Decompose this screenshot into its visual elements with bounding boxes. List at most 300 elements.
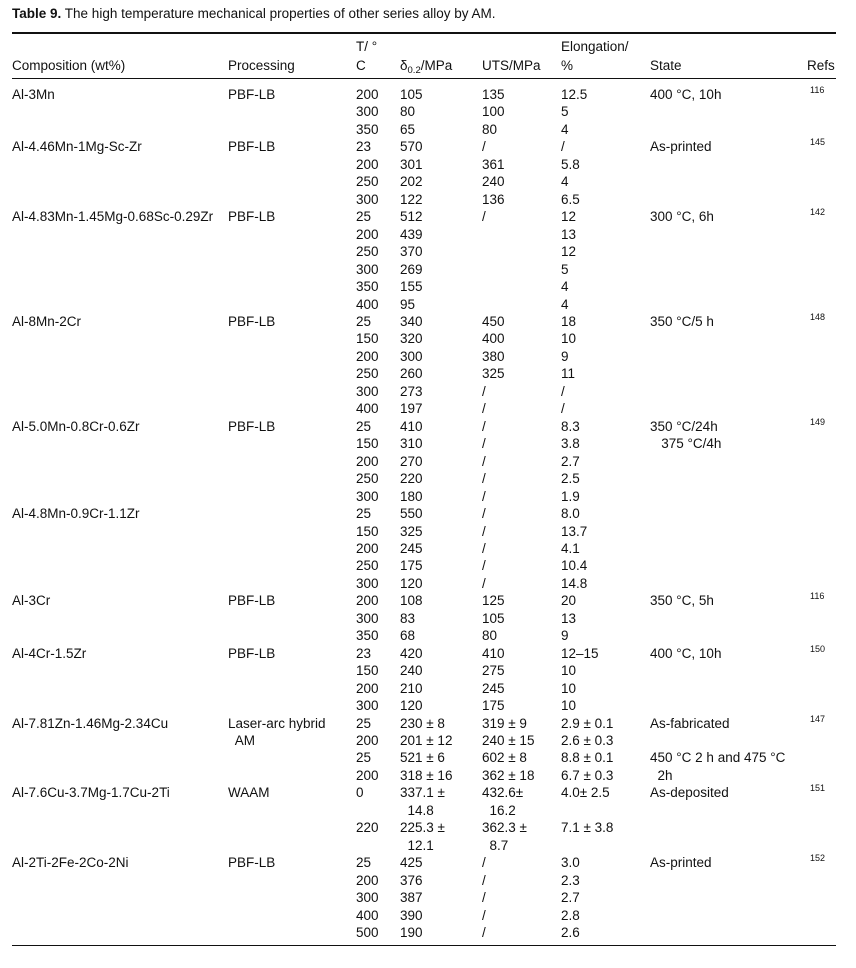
cell-state: 300 °C, 6h <box>650 209 714 225</box>
cell-yield-strength: 550 <box>400 506 423 522</box>
cell-yield-strength: 521 ± 6 <box>400 750 445 766</box>
cell-uts: / <box>482 383 486 399</box>
cell-temperature: 400 <box>356 296 379 312</box>
cell-ref: 151 <box>810 783 826 794</box>
cell-elongation: 4 <box>561 296 569 312</box>
cell-elongation: 6.7 ± 0.3 <box>561 767 614 783</box>
cell-yield-strength: 273 <box>400 383 423 399</box>
cell-elongation: 8.8 ± 0.1 <box>561 750 614 766</box>
cell-yield-strength: 390 <box>400 907 423 923</box>
table-row <box>0 400 856 418</box>
cell-elongation: 12 <box>561 209 577 225</box>
cell-uts: / <box>482 925 486 941</box>
header-state: State <box>650 58 682 73</box>
cell-elongation: 2.7 <box>561 453 580 469</box>
cell-temperature: 250 <box>356 366 379 382</box>
table-row <box>0 802 856 820</box>
cell-processing: WAAM <box>228 785 270 801</box>
cell-uts: 319 ± 9 <box>482 715 527 731</box>
cell-temperature: 23 <box>356 139 372 155</box>
cell-composition: Al-7.6Cu-3.7Mg-1.7Cu-2Ti <box>12 785 170 801</box>
table-row <box>0 523 856 541</box>
cell-uts: 410 <box>482 645 505 661</box>
table-row <box>0 592 856 610</box>
cell-elongation: 6.5 <box>561 191 580 207</box>
cell-uts: 136 <box>482 191 505 207</box>
cell-yield-strength: 269 <box>400 261 423 277</box>
cell-uts: / <box>482 890 486 906</box>
cell-elongation: 5.8 <box>561 156 580 172</box>
cell-uts: / <box>482 558 486 574</box>
cell-ref: 147 <box>810 713 826 724</box>
cell-state: 375 °C/4h <box>650 436 722 452</box>
cell-uts: 8.7 <box>482 837 509 853</box>
table-row <box>0 418 856 436</box>
cell-elongation: 4.0± 2.5 <box>561 785 610 801</box>
table-row <box>0 296 856 314</box>
cell-state: 450 °C 2 h and 475 °C <box>650 750 786 766</box>
cell-ref: 148 <box>810 311 826 322</box>
cell-yield-strength: 14.8 <box>400 802 434 818</box>
cell-yield-strength: 120 <box>400 575 423 591</box>
cell-yield-strength: 80 <box>400 104 416 120</box>
table-row <box>0 383 856 401</box>
table-row <box>0 330 856 348</box>
cell-state: As-printed <box>650 139 712 155</box>
cell-uts: 362.3 ± <box>482 820 527 836</box>
cell-yield-strength: 245 <box>400 540 423 556</box>
table-row <box>0 767 856 785</box>
header-uts: UTS/MPa <box>482 58 541 73</box>
table-row <box>0 627 856 645</box>
cell-ref: 116 <box>810 591 825 602</box>
cell-yield-strength: 220 <box>400 471 423 487</box>
cell-yield-strength: 310 <box>400 436 423 452</box>
table-row <box>0 819 856 837</box>
cell-temperature: 25 <box>356 750 372 766</box>
cell-elongation: 5 <box>561 261 569 277</box>
yield-subscript: 0.2 <box>407 65 421 76</box>
cell-temperature: 200 <box>356 348 379 364</box>
cell-temperature: 300 <box>356 191 379 207</box>
cell-uts: / <box>482 575 486 591</box>
cell-temperature: 150 <box>356 523 379 539</box>
cell-uts: 80 <box>482 121 498 137</box>
cell-processing: PBF-LB <box>228 313 276 329</box>
cell-uts: / <box>482 418 486 434</box>
cell-uts: / <box>482 209 486 225</box>
cell-uts: 362 ± 18 <box>482 767 535 783</box>
cell-temperature: 500 <box>356 925 379 941</box>
table-row <box>0 837 856 855</box>
cell-uts: 100 <box>482 104 505 120</box>
table-row <box>0 365 856 383</box>
header-elongation-line1: Elongation/ <box>561 39 629 54</box>
cell-yield-strength: 12.1 <box>400 837 434 853</box>
cell-temperature: 0 <box>356 785 364 801</box>
cell-uts: 432.6± <box>482 785 524 801</box>
cell-elongation: 10 <box>561 331 577 347</box>
cell-elongation: 12 <box>561 244 577 260</box>
cell-state: 350 °C/24h <box>650 418 718 434</box>
cell-elongation: 13.7 <box>561 523 588 539</box>
table-row <box>0 208 856 226</box>
cell-uts: 400 <box>482 331 505 347</box>
cell-elongation: 10 <box>561 680 577 696</box>
cell-elongation: 2.8 <box>561 907 580 923</box>
cell-elongation: 13 <box>561 610 577 626</box>
cell-uts: / <box>482 540 486 556</box>
cell-yield-strength: 180 <box>400 488 423 504</box>
cell-elongation: 14.8 <box>561 575 588 591</box>
cell-state: 2h <box>650 767 673 783</box>
cell-uts: 80 <box>482 628 498 644</box>
table-row <box>0 470 856 488</box>
cell-state: As-fabricated <box>650 715 730 731</box>
cell-state: As-deposited <box>650 785 729 801</box>
cell-uts: 602 ± 8 <box>482 750 527 766</box>
cell-yield-strength: 420 <box>400 645 423 661</box>
table-row <box>0 784 856 802</box>
cell-temperature: 200 <box>356 733 379 749</box>
table-row <box>0 924 856 942</box>
cell-uts: / <box>482 453 486 469</box>
cell-temperature: 250 <box>356 471 379 487</box>
cell-processing: AM <box>228 733 256 749</box>
cell-elongation: 4.1 <box>561 540 580 556</box>
cell-yield-strength: 340 <box>400 313 423 329</box>
header-processing: Processing <box>228 58 295 73</box>
table-row <box>0 86 856 104</box>
table-row <box>0 680 856 698</box>
cell-temperature: 25 <box>356 855 372 871</box>
cell-processing: PBF-LB <box>228 87 276 102</box>
cell-uts: 361 <box>482 156 505 172</box>
table-row <box>0 715 856 733</box>
table-row <box>0 732 856 750</box>
cell-yield-strength: 83 <box>400 610 416 626</box>
cell-ref: 142 <box>810 207 826 218</box>
cell-yield-strength: 387 <box>400 890 423 906</box>
cell-temperature: 150 <box>356 663 379 679</box>
table-row <box>0 872 856 890</box>
table-row <box>0 191 856 209</box>
cell-uts: 325 <box>482 366 505 382</box>
table-row <box>0 226 856 244</box>
header-composition: Composition (wt%) <box>12 58 126 73</box>
cell-uts: / <box>482 506 486 522</box>
cell-elongation: 12.5 <box>561 87 588 102</box>
cell-temperature: 350 <box>356 121 379 137</box>
table-row <box>0 749 856 767</box>
cell-uts: 125 <box>482 593 505 609</box>
header-rule <box>12 78 836 79</box>
table-label: Table 9. <box>12 6 62 21</box>
cell-elongation: 20 <box>561 593 577 609</box>
cell-uts: 380 <box>482 348 505 364</box>
cell-yield-strength: 210 <box>400 680 423 696</box>
cell-processing: PBF-LB <box>228 139 276 155</box>
cell-elongation: 4 <box>561 174 569 190</box>
cell-processing: Laser-arc hybrid <box>228 715 326 731</box>
table-row <box>0 557 856 575</box>
cell-yield-strength: 155 <box>400 279 423 295</box>
cell-temperature: 300 <box>356 261 379 277</box>
cell-state: 400 °C, 10h <box>650 87 722 102</box>
header-yield-strength <box>400 57 452 79</box>
cell-state: 400 °C, 10h <box>650 645 722 661</box>
cell-temperature: 250 <box>356 174 379 190</box>
cell-yield-strength: 108 <box>400 593 423 609</box>
cell-ref: 145 <box>810 137 826 148</box>
table-row <box>0 854 856 872</box>
cell-composition: Al-3Cr <box>12 593 51 609</box>
cell-temperature: 25 <box>356 313 372 329</box>
cell-processing: PBF-LB <box>228 593 276 609</box>
table-row <box>0 697 856 715</box>
cell-processing: PBF-LB <box>228 645 276 661</box>
cell-yield-strength: 95 <box>400 296 416 312</box>
table-row <box>0 261 856 279</box>
cell-yield-strength: 202 <box>400 174 423 190</box>
cell-elongation: 9 <box>561 348 569 364</box>
cell-yield-strength: 270 <box>400 453 423 469</box>
cell-composition: Al-4Cr-1.5Zr <box>12 645 87 661</box>
cell-uts: / <box>482 401 486 417</box>
cell-elongation: 2.6 ± 0.3 <box>561 733 614 749</box>
cell-yield-strength: 320 <box>400 331 423 347</box>
cell-yield-strength: 376 <box>400 872 423 888</box>
cell-temperature: 400 <box>356 401 379 417</box>
cell-uts: / <box>482 872 486 888</box>
cell-temperature: 150 <box>356 331 379 347</box>
cell-composition: Al-5.0Mn-0.8Cr-0.6Zr <box>12 418 140 434</box>
cell-uts: 240 <box>482 174 505 190</box>
cell-yield-strength: 439 <box>400 226 423 242</box>
table-row <box>0 645 856 663</box>
cell-elongation: 8.0 <box>561 506 580 522</box>
cell-temperature: 150 <box>356 436 379 452</box>
cell-temperature: 350 <box>356 279 379 295</box>
cell-elongation: / <box>561 139 565 155</box>
table-caption <box>12 6 496 21</box>
cell-uts: / <box>482 436 486 452</box>
cell-uts: 240 ± 15 <box>482 733 535 749</box>
cell-elongation: 3.0 <box>561 855 580 871</box>
cell-elongation: 10 <box>561 698 577 714</box>
cell-yield-strength: 225.3 ± <box>400 820 445 836</box>
cell-uts: 245 <box>482 680 505 696</box>
cell-elongation: 2.3 <box>561 872 580 888</box>
cell-uts: 105 <box>482 610 505 626</box>
table-row <box>0 907 856 925</box>
table-row <box>0 278 856 296</box>
cell-processing: PBF-LB <box>228 209 276 225</box>
cell-ref: 149 <box>810 416 826 427</box>
header-elongation-line2: % <box>561 58 574 73</box>
cell-yield-strength: 201 ± 12 <box>400 733 453 749</box>
yield-symbol: δ <box>400 58 408 73</box>
table-row <box>0 243 856 261</box>
table-row <box>0 662 856 680</box>
cell-yield-strength: 68 <box>400 628 416 644</box>
cell-yield-strength: 425 <box>400 855 423 871</box>
cell-yield-strength: 512 <box>400 209 423 225</box>
cell-elongation: 10.4 <box>561 558 588 574</box>
cell-composition: Al-4.46Mn-1Mg-Sc-Zr <box>12 139 142 155</box>
cell-uts: 450 <box>482 313 505 329</box>
cell-temperature: 200 <box>356 156 379 172</box>
cell-state: As-printed <box>650 855 712 871</box>
cell-temperature: 25 <box>356 209 372 225</box>
cell-composition: Al-2Ti-2Fe-2Co-2Ni <box>12 855 129 871</box>
table-row <box>0 138 856 156</box>
cell-temperature: 400 <box>356 907 379 923</box>
cell-yield-strength: 410 <box>400 418 423 434</box>
cell-elongation: 3.8 <box>561 436 580 452</box>
cell-uts: / <box>482 523 486 539</box>
table-row <box>0 575 856 593</box>
cell-temperature: 23 <box>356 645 372 661</box>
table-row <box>0 348 856 366</box>
table-row <box>0 610 856 628</box>
table-row <box>0 121 856 139</box>
cell-yield-strength: 325 <box>400 523 423 539</box>
cell-state: 350 °C, 5h <box>650 593 714 609</box>
cell-yield-strength: 65 <box>400 121 416 137</box>
table-row <box>0 889 856 907</box>
cell-composition: Al-4.8Mn-0.9Cr-1.1Zr <box>12 506 140 522</box>
cell-temperature: 250 <box>356 558 379 574</box>
table-title: The high temperature mechanical properties of other series alloy by AM. <box>64 6 496 21</box>
table-row <box>0 103 856 121</box>
cell-elongation: 2.6 <box>561 925 580 941</box>
cell-temperature: 200 <box>356 540 379 556</box>
cell-elongation: 7.1 ± 3.8 <box>561 820 614 836</box>
cell-elongation: 2.7 <box>561 890 580 906</box>
cell-uts: 16.2 <box>482 802 516 818</box>
cell-composition: Al-7.81Zn-1.46Mg-2.34Cu <box>12 715 169 731</box>
cell-temperature: 220 <box>356 820 379 836</box>
cell-uts: 175 <box>482 698 505 714</box>
cell-yield-strength: 301 <box>400 156 423 172</box>
cell-processing: PBF-LB <box>228 855 276 871</box>
yield-unit: /MPa <box>420 58 453 73</box>
cell-elongation: 4 <box>561 279 569 295</box>
cell-yield-strength: 337.1 ± <box>400 785 445 801</box>
cell-temperature: 200 <box>356 226 379 242</box>
cell-composition: Al-8Mn-2Cr <box>12 313 82 329</box>
cell-temperature: 200 <box>356 593 379 609</box>
cell-yield-strength: 120 <box>400 698 423 714</box>
cell-elongation: 5 <box>561 104 569 120</box>
table-row <box>0 540 856 558</box>
cell-processing: PBF-LB <box>228 418 276 434</box>
cell-composition: Al-3Mn <box>12 87 55 102</box>
table-row <box>0 173 856 191</box>
cell-yield-strength: 197 <box>400 401 423 417</box>
table-row <box>0 488 856 506</box>
cell-elongation: 10 <box>561 663 577 679</box>
cell-yield-strength: 370 <box>400 244 423 260</box>
cell-elongation: 18 <box>561 313 577 329</box>
cell-elongation: 9 <box>561 628 569 644</box>
table-row <box>0 156 856 174</box>
cell-temperature: 200 <box>356 680 379 696</box>
cell-yield-strength: 190 <box>400 925 423 941</box>
cell-temperature: 350 <box>356 628 379 644</box>
cell-yield-strength: 300 <box>400 348 423 364</box>
header-temperature-line2: C <box>356 58 366 73</box>
cell-yield-strength: 230 ± 8 <box>400 715 445 731</box>
table-row <box>0 505 856 523</box>
cell-yield-strength: 240 <box>400 663 423 679</box>
cell-temperature: 25 <box>356 715 372 731</box>
cell-uts: / <box>482 139 486 155</box>
cell-yield-strength: 122 <box>400 191 423 207</box>
cell-temperature: 25 <box>356 418 372 434</box>
cell-temperature: 300 <box>356 698 379 714</box>
cell-temperature: 300 <box>356 104 379 120</box>
cell-temperature: 300 <box>356 890 379 906</box>
cell-composition: Al-4.83Mn-1.45Mg-0.68Sc-0.29Zr <box>12 209 214 225</box>
header-temperature-line1: T/ ° <box>356 39 378 54</box>
cell-elongation: / <box>561 401 565 417</box>
cell-yield-strength: 570 <box>400 139 423 155</box>
cell-elongation: 13 <box>561 226 577 242</box>
cell-uts: / <box>482 471 486 487</box>
cell-yield-strength: 260 <box>400 366 423 382</box>
cell-temperature: 25 <box>356 506 372 522</box>
table-row <box>0 313 856 331</box>
cell-ref: 150 <box>810 643 826 654</box>
cell-elongation: 1.9 <box>561 488 580 504</box>
cell-uts: / <box>482 488 486 504</box>
cell-temperature: 200 <box>356 87 379 102</box>
cell-elongation: 8.3 <box>561 418 580 434</box>
header-refs: Refs <box>807 58 835 73</box>
cell-yield-strength: 318 ± 16 <box>400 767 453 783</box>
cell-elongation: 11 <box>561 366 576 382</box>
cell-temperature: 300 <box>356 575 379 591</box>
cell-elongation: 4 <box>561 121 569 137</box>
cell-ref: 152 <box>810 853 826 864</box>
cell-elongation: / <box>561 383 565 399</box>
cell-temperature: 300 <box>356 383 379 399</box>
cell-yield-strength: 105 <box>400 87 423 102</box>
top-rule <box>12 32 836 34</box>
cell-uts: 135 <box>482 87 505 102</box>
cell-uts: / <box>482 855 486 871</box>
cell-uts: 275 <box>482 663 505 679</box>
cell-temperature: 300 <box>356 610 379 626</box>
cell-temperature: 200 <box>356 453 379 469</box>
cell-temperature: 200 <box>356 872 379 888</box>
cell-yield-strength: 175 <box>400 558 423 574</box>
cell-ref: 116 <box>810 85 825 95</box>
table-row <box>0 435 856 453</box>
cell-temperature: 300 <box>356 488 379 504</box>
cell-temperature: 250 <box>356 244 379 260</box>
cell-state: 350 °C/5 h <box>650 313 714 329</box>
cell-elongation: 2.5 <box>561 471 580 487</box>
table-row <box>0 453 856 471</box>
cell-elongation: 2.9 ± 0.1 <box>561 715 614 731</box>
bottom-rule <box>12 945 836 946</box>
cell-uts: / <box>482 907 486 923</box>
cell-temperature: 200 <box>356 767 379 783</box>
cell-elongation: 12–15 <box>561 645 599 661</box>
